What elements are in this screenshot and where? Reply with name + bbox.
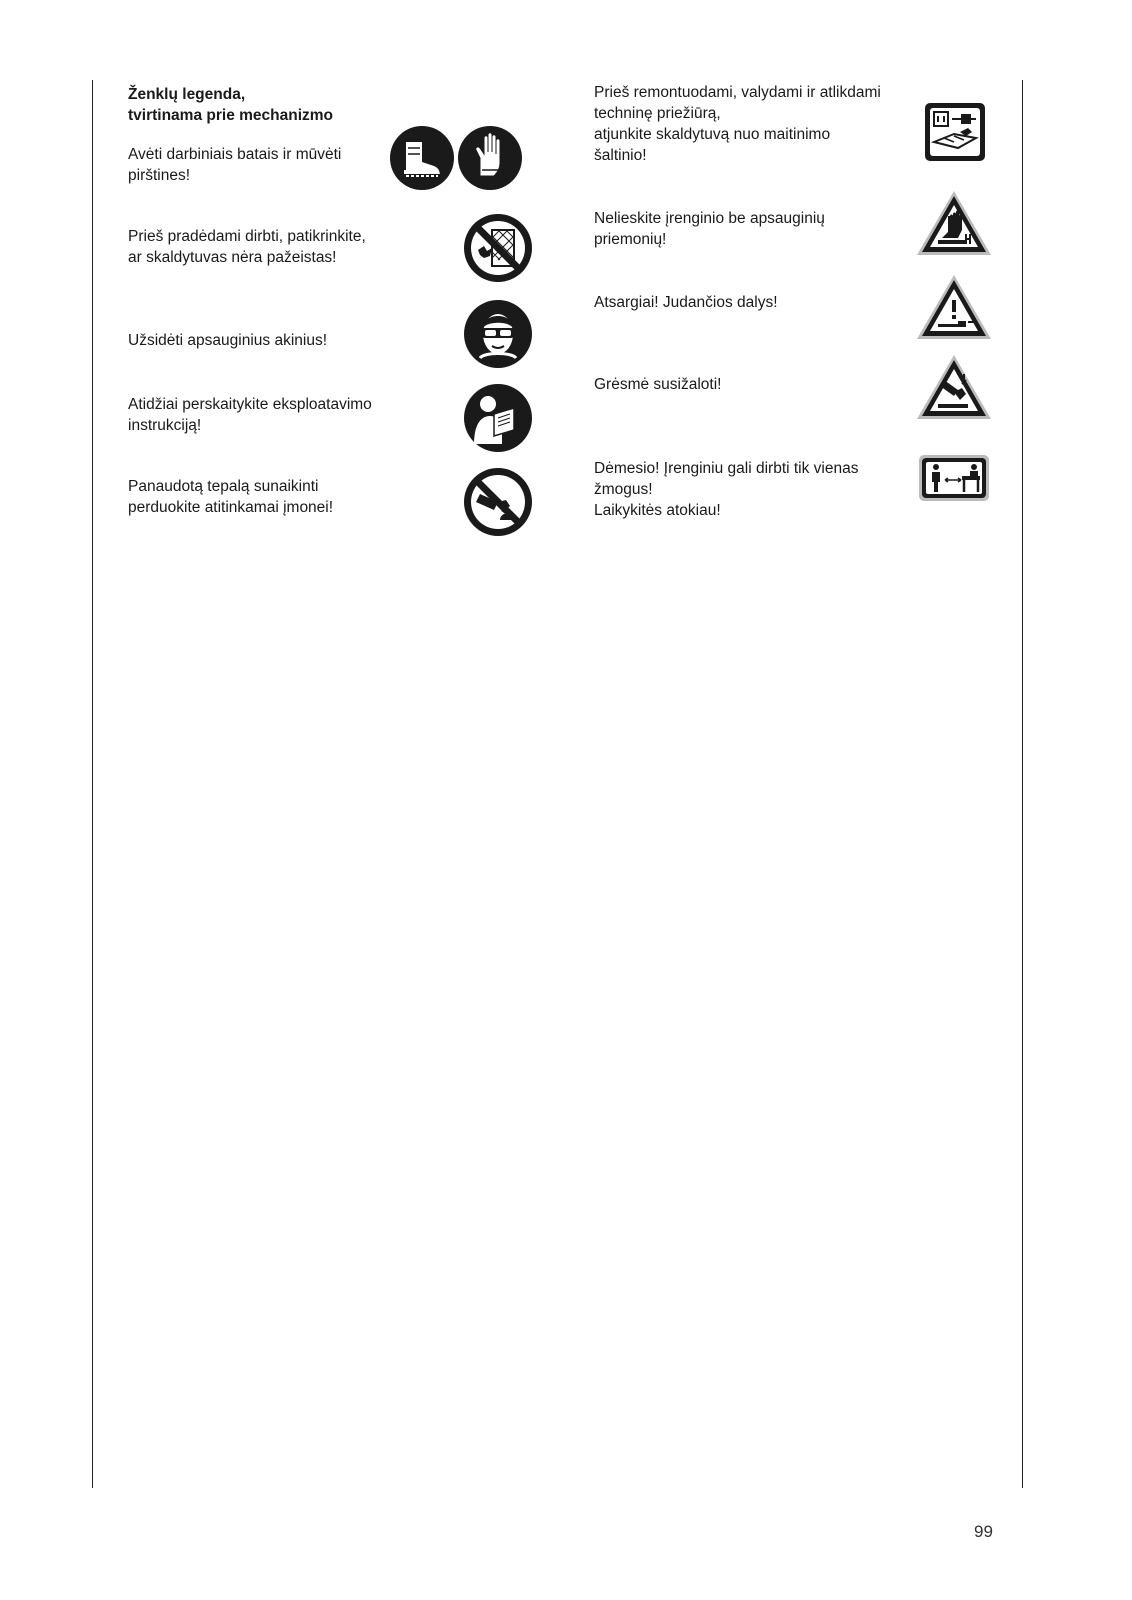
sign-line: pirštines! <box>128 167 191 184</box>
sign-text-oil-disposal <box>128 476 333 518</box>
sign-line: techninę priežiūrą, <box>594 105 721 122</box>
sign-line: Panaudotą tepalą sunaikinti <box>128 478 319 495</box>
sign-line: žmogus! <box>594 481 653 498</box>
sign-text-boots-gloves <box>128 144 341 186</box>
sign-text-damage-check <box>128 226 366 268</box>
left-margin-rule <box>92 80 93 1488</box>
single-operator-icon <box>918 454 990 502</box>
legend-title-line: Ženklų legenda, <box>128 86 246 103</box>
sign-line: atjunkite skaldytuvą nuo maitinimo <box>594 126 831 143</box>
sign-text-read-manual <box>128 394 372 436</box>
sign-text-hand-warning <box>594 208 825 250</box>
moving-parts-warning-icon <box>914 272 994 342</box>
sign-text-single-operator <box>594 458 858 521</box>
injury-hazard-icon <box>914 352 994 422</box>
sign-line: Grėsmė susižaloti! <box>594 376 722 393</box>
legend-title <box>128 84 333 126</box>
sign-line: Atidžiai perskaitykite eksploatavimo <box>128 396 372 413</box>
sign-text-injury-hazard <box>594 374 721 395</box>
sign-line: instrukciją! <box>128 417 202 434</box>
sign-line: Dėmesio! Įrenginiu gali dirbti tik vienas <box>594 460 859 477</box>
damage-check-icon <box>464 214 532 282</box>
sign-line: Prieš pradėdami dirbti, patikrinkite, <box>128 228 366 245</box>
legend-title-line: tvirtinama prie mechanizmo <box>128 107 334 124</box>
sign-line: perduokite atitinkamai įmonei! <box>128 499 334 516</box>
hand-warning-icon <box>914 188 994 258</box>
sign-line: Prieš remontuodami, valydami ir atlikdami <box>594 84 881 101</box>
right-margin-rule <box>1022 80 1023 1488</box>
sign-line: Nelieskite įrenginio be apsauginių <box>594 210 825 227</box>
sign-line: ar skaldytuvas nėra pažeistas! <box>128 249 337 266</box>
sign-line: šaltinio! <box>594 147 647 164</box>
unplug-before-maintenance-icon <box>924 102 986 162</box>
sign-line: Avėti darbiniais batais ir mūvėti <box>128 146 342 163</box>
sign-text-unplug <box>594 82 881 166</box>
protective-gloves-icon <box>458 126 522 190</box>
safety-boots-icon <box>390 126 454 190</box>
safety-goggles-icon <box>464 300 532 368</box>
sign-line: priemonių! <box>594 231 667 248</box>
sign-line: Laikykitės atokiau! <box>594 502 721 519</box>
sign-text-moving-parts <box>594 292 778 313</box>
sign-line: Atsargiai! Judančios dalys! <box>594 294 778 311</box>
no-oil-disposal-icon <box>464 468 532 536</box>
page-number: 99 <box>974 1522 993 1541</box>
sign-line: Užsidėti apsauginius akinius! <box>128 332 328 349</box>
read-manual-icon <box>464 384 532 452</box>
sign-text-goggles <box>128 330 327 351</box>
